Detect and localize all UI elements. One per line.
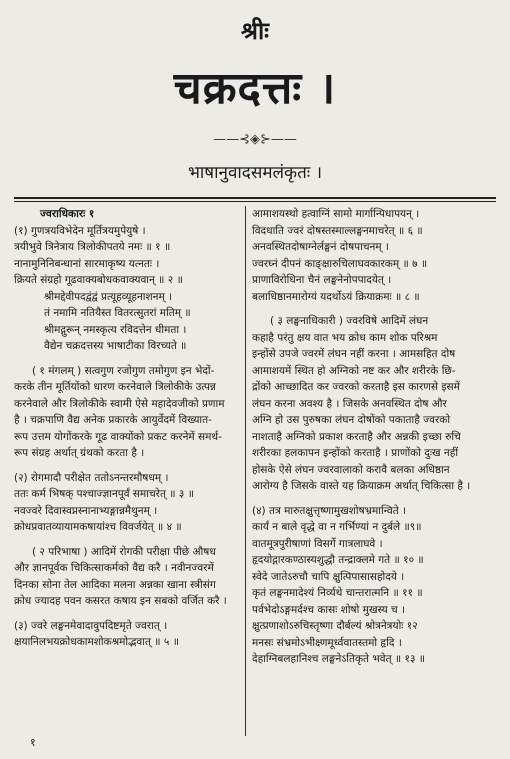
text-line: ततः कर्म भिषक् पश्चाज्ज्ञानपूर्वं समाचरेत् ॥ ३ ॥ [14, 488, 195, 500]
text-line: करके तीन मूर्तियोंको धारण करनेवाले त्रिलोकीके उत्पन्न [14, 381, 216, 393]
text-line: श्रीमद्देवीपदद्वंद्वं प्रत्यूहव्यूहनाशनम् । [44, 290, 173, 303]
text-line: दिनका सोना तेल आदिका मलना अन्नका खाना स्त्रीसंग [14, 578, 216, 591]
text-line: क्रोधप्रवातव्यायामकषायांश्च विवर्जयेत् ॥ ४ ॥ [14, 521, 182, 533]
book-title: चक्रदत्तः । [173, 63, 337, 114]
text-line: विदधाति ज्वरं दोषस्तस्माल्लङ्घनमाचरेत् ॥ ६ ॥ [252, 224, 423, 237]
text-line: वातमूत्रपुरीषाणां विसर्गे गात्रलाघवे । [252, 537, 383, 550]
text-line: तं नमामि नतियैस्त वितरत्सुतरां मतिम् ॥ [44, 307, 191, 319]
text-line: इन्होंसे उपजे ज्वरमें लंघन नहीं करना । आमसहित दोष [252, 348, 456, 360]
invocation-shri: श्रीः [240, 17, 270, 45]
paragraph-gap [14, 536, 242, 544]
text-line: और ज्ञानपूर्वक चिकित्साकर्मको वैद्य करै । नवीनज्वरमें [14, 562, 214, 574]
text-line: कहाहै परंतु क्षय वात भय क्रोध काम शोक परिश्रम [252, 331, 438, 344]
paragraph-gap [14, 355, 242, 363]
column-divider [245, 206, 246, 736]
page-number: १ [30, 736, 36, 749]
text-line: नाशताहै अग्निको प्रकाश करताहै और अन्नकी इच्छा रुचि [252, 430, 461, 443]
left-text-column [14, 206, 242, 736]
text-line: ( २ परिभाषा ) आदिमें रोगकी परीक्षा पीछे औषध [32, 545, 216, 558]
paragraph-gap [14, 462, 242, 470]
text-line: बलाधिष्ठानमारोग्यं यदर्थोऽयं क्रियाक्रमः ॥ ८ ॥ [252, 290, 420, 303]
book-subtitle: भाषानुवादसमलंकृतः । [187, 163, 323, 183]
paragraph-gap [14, 610, 242, 618]
text-line: ( १ मंगलम् ) सत्वगुण रजोगुण तमोगुण इन भेदों- [32, 364, 215, 377]
text-line: (३) ज्वरे लङ्घनमेवादावुपदिष्टमृते ज्वरात् । [14, 619, 168, 632]
text-line: रूप संग्रह अर्थात् ग्रंथको करता है । [14, 447, 145, 459]
text-line: ज्वरघ्नं दीपनं काङ्क्षारुचिलाघवकारकम् ॥ ७ ॥ [252, 257, 428, 270]
text-line: लंघन करना अवश्य है । जिसके अनवस्थित दोष और [252, 397, 447, 410]
text-line: नवज्वरे दिवास्वप्नस्नानाभ्यङ्गान्नमैथुनम् । [14, 504, 158, 517]
text-line: (२) रोगमादौ परीक्षेत ततोऽनन्तरमौषधम् । [14, 471, 169, 484]
text-line: मनसः संभ्रमोऽभीक्ष्णमूर्ध्ववातस्तमो हृदि । [252, 636, 402, 649]
text-line: ( ३ लङ्घनाधिकारी ) ज्वरविषे आदिमें लंघन [270, 315, 429, 327]
text-line: करनेवाले और त्रिलोकीके स्वामी ऐसे महादेवजीको प्रणाम [14, 397, 225, 410]
text-line: अग्नि हो उस पुरुषका लंघन दोषोंको पकाताहै ज्वरको [252, 414, 451, 426]
text-line: देहाग्निबलहानिश्च लङ्घनेऽतिकृते भवेत् ॥ १३ ॥ [252, 653, 426, 665]
text-line: रूप उत्तम योगोंकरके गूढ वाक्योंको प्रकट करनेमें समर्थ- [14, 430, 222, 443]
paragraph-gap [252, 305, 496, 313]
text-line: श्रीमद्गुरून् नमस्कृत्य रविदत्तेन धीमता । [44, 323, 187, 336]
text-line: त्रयीभुवे त्रिनेत्राय त्रिलोकीपतये नमः ॥ १ ॥ [14, 241, 171, 253]
text-line: होसके ऐसे लंघन ज्वरवालाको करावै बलका अधिष्ठान [252, 463, 450, 476]
text-line: कृतं लङ्घनमादेश्यं निर्व्यथे चान्तरात्मनि ॥ ११ ॥ [252, 587, 423, 599]
text-line: प्राणाविरोधिना चैनं लङ्घनेनोपपादयेत् । [252, 274, 392, 286]
text-line: क्षयानिलभयक्रोधकामशोकश्रमोद्भवात् ॥ ५ ॥ [14, 636, 180, 648]
text-line: (४) तत्र मारुतक्षुत्तृष्णामुखशोषभ्रमान्विते । [252, 504, 407, 517]
text-line: क्रोध ज्यादह पवन कसरत कषाय इन सबको वर्जित करै । [14, 595, 227, 607]
text-line: स्वेदे जातेऽरुचौ चापि क्षुत्पिपासासहोदये । [252, 570, 405, 583]
text-line: कार्यं न बाले वृद्धे वा न गर्भिण्यां न दुर्बले ॥९॥ [252, 521, 422, 533]
text-line: क्षुत्प्रणाशोऽरुचिस्तृष्णा दौर्बल्यं श्रोत्रनेत्रयोः १२ [252, 620, 418, 632]
text-line: शरीरका हलकापन इन्होंको करताहै । प्राणोंको दुःख नहीं [252, 447, 459, 459]
text-line: है । चक्रपाणि वैद्य अनेक प्रकारके आयुर्वेदमें विख्यात- [14, 414, 212, 426]
text-line: पर्वभेदोऽङ्गमर्दश्च कासः शोषो मुखस्य च । [252, 603, 406, 616]
text-line: हृदयोद्गारकण्ठास्यशुद्धौ तन्द्राक्लमे गते ॥ १० ॥ [252, 554, 424, 566]
text-line: क्रियते संग्रहो गूढवाक्यबोधकवाक्यवान् ॥ २ ॥ [14, 274, 183, 286]
paragraph-gap [252, 495, 496, 503]
text-line: अनवस्थितदोषाग्नेर्लङ्घनं दोषपाचनम् । [252, 241, 389, 253]
text-line: आमाशयमें स्थित हो अग्निको नष्ट कर और शरीरके छि- [252, 364, 456, 377]
text-line: वैद्येन चक्रदत्तस्य भाषाटीका विरच्यते ॥ [44, 340, 187, 352]
ornament-divider: ——⊰◈⊱—— [213, 132, 297, 147]
text-line: आमाशयस्थो हत्वाग्निं सामो मार्गान्पिधापयन् । [252, 208, 420, 220]
right-text-column [252, 206, 496, 736]
text-line: द्रोंको आच्छादित कर ज्वरको करताहै इस कारणसे इसमें [252, 381, 460, 393]
text-line: आरोग्य है जिसके वास्ते यह क्रियाक्रम अर्थात् चिकित्सा है । [252, 480, 471, 492]
text-line: नानामुनिनिबन्धानां सारमाकृष्य यत्नतः । [14, 257, 160, 270]
text-line: (१) गुणत्रयविभेदेन मूर्तित्रयमुपेयुषे । [14, 224, 146, 237]
header-rule-thick [14, 197, 496, 199]
section-heading: ज्वराधिकारः १ [40, 208, 95, 220]
header-rule-thin [14, 201, 496, 202]
